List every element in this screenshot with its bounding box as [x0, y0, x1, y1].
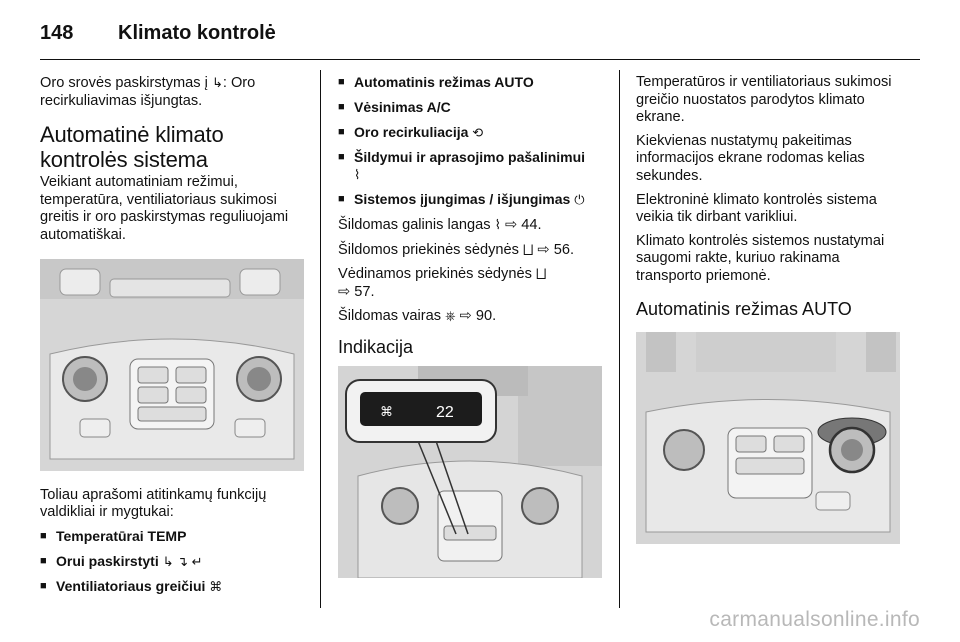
- recirculation-icon: ⟲: [472, 125, 484, 140]
- controls-list-1: [40, 528, 308, 595]
- list-item: ■ Vėsinimas A/C: [338, 99, 608, 116]
- column-3: [636, 74, 906, 544]
- display-temperature: 22: [436, 403, 454, 421]
- section-heading: Automatinė klimato kontrolės sistema: [40, 122, 224, 173]
- ref-line: Šildomas galinis langas ⌇ ⇨ 44.: [338, 217, 542, 233]
- list-item: ■ Šildymui ir aprasojimo pašalinimui ⌇: [338, 149, 608, 183]
- list-item: ■ Temperatūrai TEMP: [40, 528, 308, 545]
- climate-panel-figure: [40, 259, 304, 471]
- rear-window-heating-icon: ⌇: [494, 217, 501, 232]
- paragraph: Temperatūros ir ventiliatoriaus sukimosi greičio nuostatos parodytos klimato ekrane.: [636, 74, 892, 126]
- windscreen-defrost-icon: ⌇: [354, 167, 361, 182]
- svg-text:⌘: ⌘: [380, 403, 393, 419]
- display-indication-figure: [338, 366, 602, 578]
- watermark: carmanualsonline.info: [709, 608, 920, 631]
- list-item: ■ Sistemos įjungimas / išjungimas ⏻: [338, 191, 608, 208]
- air-distribution-icon: ↳ ↴ ↵: [162, 553, 203, 569]
- paragraph: Klimato kontrolės sistemos nustatymai saugomi rakte, kuriuo rakinama transporto priemonė.: [636, 232, 885, 284]
- fan-icon: ⌘: [209, 578, 223, 594]
- list-item: ■ Ventiliatoriaus greičiui ⌘: [40, 578, 308, 595]
- steering-wheel-heating-icon: ⎈: [445, 308, 456, 324]
- air-distribution-icon: ↳: [211, 75, 223, 90]
- page-number: 148: [40, 22, 74, 44]
- column-1: [40, 74, 308, 603]
- paragraph: Kiekvienas nustatymų pakeitimas informacijos ekrane rodomas kelias sekundes.: [636, 132, 865, 184]
- controls-list-2: [338, 74, 608, 208]
- page-title: Klimato kontrolė: [118, 22, 276, 44]
- column-divider: [320, 70, 321, 608]
- climate-panel-illustration: [40, 259, 304, 471]
- auto-mode-paragraph: Veikiant automatiniam režimui, temperatūra, ventiliatoriaus sukimosi greitis ir oro paskirstymas reguliuojami automatiškai.: [40, 174, 289, 243]
- intro-paragraph: Oro srovės paskirstymas į ↳: Oro recirkuliavimas išjungtas.: [40, 75, 256, 109]
- list-item: ■ Automatinis režimas AUTO: [338, 74, 608, 91]
- ref-line: Vėdinamos priekinės sėdynės ⨆ ⇨ 57.: [338, 266, 547, 300]
- list-item: ■ Oro recirkuliacija ⟲: [338, 124, 608, 141]
- ref-line: Šildomos priekinės sėdynės ⨆ ⇨ 56.: [338, 241, 575, 258]
- column-divider: [619, 70, 620, 608]
- column-2: [338, 74, 608, 578]
- list-item: ■ Orui paskirstyti ↳ ↴ ↵: [40, 553, 308, 570]
- ref-line: Šildomas vairas ⎈ ⇨ 90.: [338, 308, 497, 325]
- paragraph: Elektroninė klimato kontrolės sistema veikia tik dirbant varikliui.: [636, 191, 877, 226]
- power-icon: ⏻: [574, 192, 585, 207]
- seat-ventilation-icon: ⨆: [535, 266, 547, 282]
- seat-heating-icon: ⨆: [522, 241, 534, 257]
- display-illustration: [338, 366, 602, 578]
- page-header: [40, 0, 920, 60]
- auto-mode-illustration: [636, 332, 900, 544]
- section-heading: Indikacija: [338, 336, 414, 357]
- controls-intro: Toliau aprašomi atitinkamų funkcijų valdikliai ir mygtukai:: [40, 486, 267, 521]
- auto-mode-figure: [636, 332, 900, 544]
- section-heading: Automatinis režimas AUTO: [636, 298, 852, 319]
